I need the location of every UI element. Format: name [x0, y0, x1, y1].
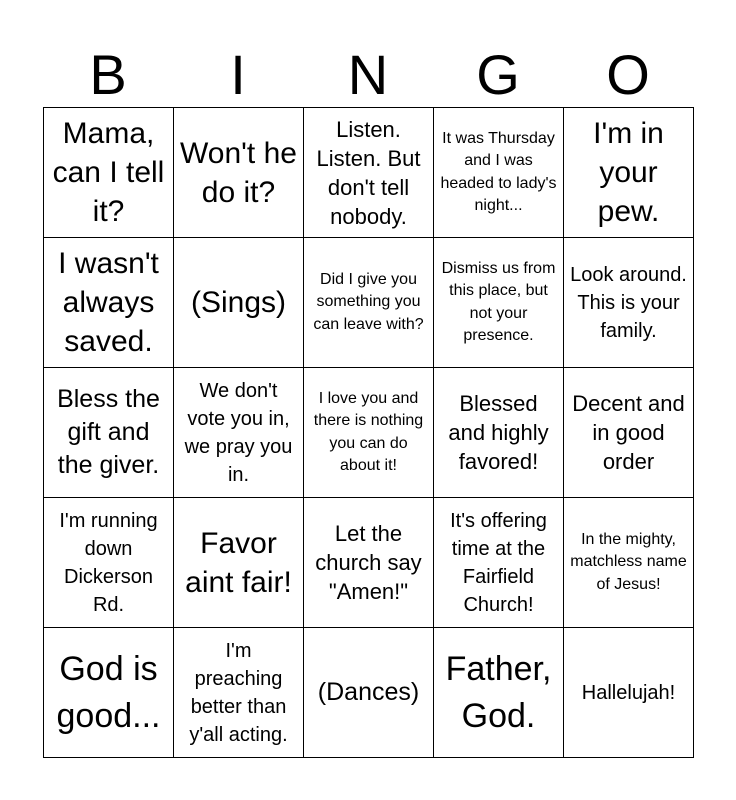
header-letter-o: O: [606, 43, 650, 106]
bingo-cell-r4c5[interactable]: [564, 498, 694, 628]
bingo-cell-r2c3[interactable]: [304, 238, 434, 368]
cell-text: Hallelujah!: [581, 681, 676, 704]
bingo-cell-r2c1[interactable]: [44, 238, 174, 368]
cell-text: Favor aint fair!: [185, 526, 292, 599]
cell-text: Look around. This is your family.: [570, 263, 687, 342]
header-letter-i: I: [230, 43, 246, 106]
cell-text: Father, God.: [445, 649, 552, 735]
bingo-cell-r5c1[interactable]: [44, 628, 174, 758]
cell-text: Let the church say "Amen!": [315, 521, 422, 604]
bingo-cell-r3c5[interactable]: [564, 368, 694, 498]
bingo-board: [43, 107, 694, 758]
cell-text: It was Thursday and I was headed to lady's night...: [440, 129, 557, 214]
bingo-cell-r4c2[interactable]: [174, 498, 304, 628]
cell-text: Listen. Listen. But don't tell nobody.: [316, 116, 421, 229]
cell-text: I'm in your pew.: [593, 117, 664, 228]
cell-text: Did I give you something you can leave with?: [313, 270, 424, 333]
cell-text: Mama, can I tell it?: [52, 117, 165, 228]
cell-text: I'm preaching better than y'all acting.: [189, 639, 288, 746]
bingo-header: [43, 44, 693, 106]
bingo-cell-r4c4[interactable]: [434, 498, 564, 628]
bingo-cell-r4c3[interactable]: [304, 498, 434, 628]
cell-text: Decent and in good order: [572, 391, 685, 474]
bingo-cell-r2c2[interactable]: [174, 238, 304, 368]
cell-text: Bless the gift and the giver.: [57, 385, 160, 479]
bingo-cell-r1c1[interactable]: [44, 108, 174, 238]
cell-text: God is good...: [56, 649, 161, 735]
bingo-cell-r3c2[interactable]: [174, 368, 304, 498]
bingo-cell-r1c5[interactable]: [564, 108, 694, 238]
cell-text: I love you and there is nothing you can do about it!: [313, 389, 424, 474]
bingo-cell-r5c4[interactable]: [434, 628, 564, 758]
cell-text: Won't he do it?: [180, 136, 297, 209]
bingo-cell-r5c3[interactable]: [304, 628, 434, 758]
header-letter-g: G: [476, 43, 520, 106]
cell-text: Dismiss us from this place, but not your presence.: [441, 259, 556, 344]
bingo-cell-r1c2[interactable]: [174, 108, 304, 238]
cell-text: We don't vote you in, we pray you in.: [184, 379, 293, 486]
cell-text: (Dances): [317, 678, 420, 706]
cell-text: In the mighty, matchless name of Jesus!: [570, 530, 687, 593]
bingo-cell-r1c4[interactable]: [434, 108, 564, 238]
bingo-cell-r5c2[interactable]: [174, 628, 304, 758]
bingo-cell-r3c1[interactable]: [44, 368, 174, 498]
cell-text: (Sings): [190, 286, 287, 319]
bingo-cell-r1c3[interactable]: [304, 108, 434, 238]
cell-text: It's offering time at the Fairfield Church!: [450, 509, 547, 616]
bingo-cell-r3c4[interactable]: [434, 368, 564, 498]
header-letter-b: B: [89, 43, 127, 106]
bingo-cell-r3c3[interactable]: [304, 368, 434, 498]
bingo-cell-r5c5[interactable]: [564, 628, 694, 758]
header-letter-n: N: [347, 43, 389, 106]
cell-text: I wasn't always saved.: [58, 247, 159, 358]
bingo-cell-r4c1[interactable]: [44, 498, 174, 628]
bingo-cell-r2c5[interactable]: [564, 238, 694, 368]
cell-text: Blessed and highly favored!: [448, 391, 549, 474]
cell-text: I'm running down Dickerson Rd.: [59, 509, 158, 616]
bingo-cell-r2c4[interactable]: [434, 238, 564, 368]
